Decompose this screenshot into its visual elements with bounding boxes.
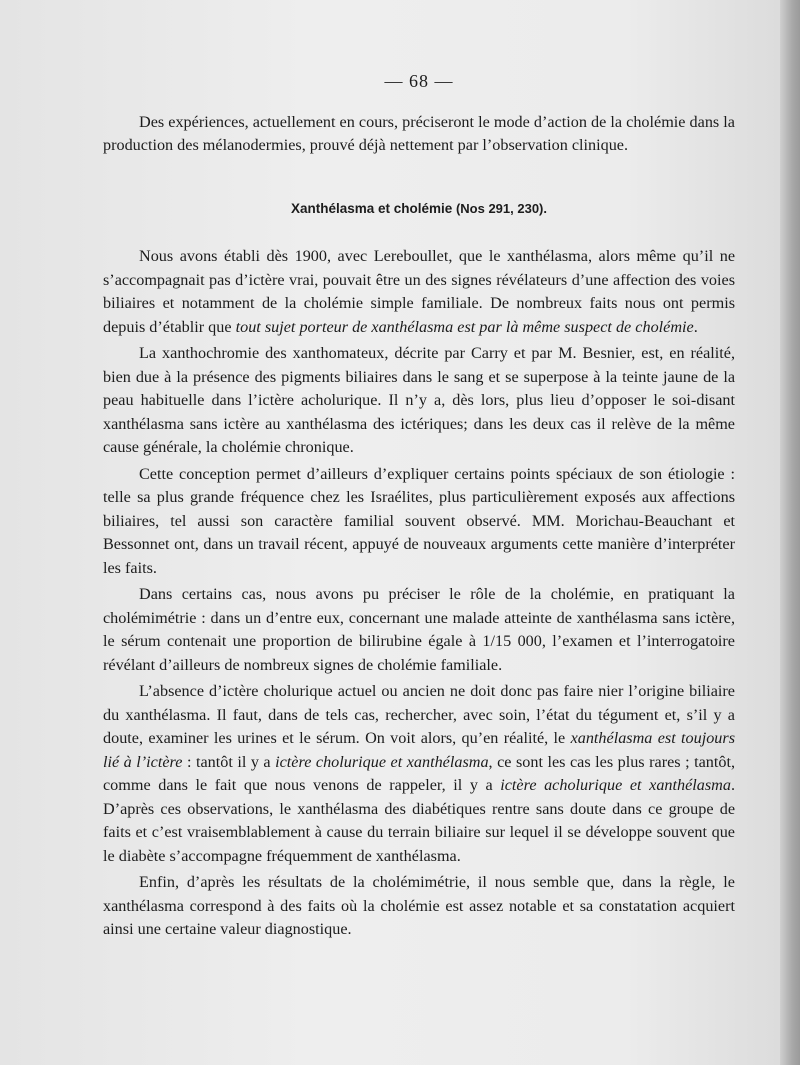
paragraph-text: Nous avons établi dès 1900, avec Lereboullet, que le xanthélasma, alors même qu’il ne s’accompagnait pas d’ictère vrai, pouvait être un des signes révélateurs d’une affection des voies biliaires et notamment de la cholémie simple familiale. De nombreux faits nous ont permis depuis d’établir que [103,247,735,336]
body-paragraph [103,463,735,581]
section-title: Xanthélasma et cholémie [291,200,453,216]
italic-text: xanthélasma est toujours lié à l’ictère [103,729,735,771]
paragraph-text: La xanthochromie des xanthomateux, décrite par Carry et par M. Besnier, est, en réalité, bien due à la présence des pigments biliaires dans le sang et se superpose à la teinte jaune de la peau habituelle dans l’ictère acholurique. Il n’y a, dès lors, plus lieu d’opposer le soi-disant xanthélasma sans ictère au xanthélasma des ictériques; dans les deux cas il relève de la même cause générale, la cholémie chronique. [103,344,735,456]
paragraph-text: : tantôt il y a [182,752,276,771]
paragraph-text: . [693,317,698,336]
page-text-block [103,70,735,942]
body-paragraph [103,342,735,460]
italic-text: ictère acholurique et xanthélasma [500,776,731,794]
paragraph-text: Dans certains cas, nous avons pu préciser le rôle de la cholémie, en pratiquant la cholémimétrie : dans un d’entre eux, concernant une malade atteinte de xanthélasma sans ictère, le sérum contenait une proportion de bilirubine égale à 1/15 000, l’examen et l’interrogatoire révélant d’ailleurs de nombreux signes de cholémie familiale. [103,585,735,674]
intro-paragraph: Des expériences, actuellement en cours, préciseront le mode d’action de la cholémie dans la production des mélanodermies, prouvé déjà nettement par l’observation clinique. [103,112,735,154]
paragraph-text: , ce sont les cas les plus rares ; tantôt, comme dans le fait que nous venons de rappeler, il y a [103,752,735,794]
paragraph-text: L’absence d’ictère cholurique actuel ou ancien ne doit donc pas faire nier l’origine biliaire du xanthélasma. Il faut, dans de tels cas, rechercher, avec soin, l’état du tégument et, s’il y a doute, examiner les urines et le sérum. On voit alors, qu’en réalité, le [103,682,735,747]
page-edge [780,0,800,1065]
body-paragraphs [103,245,735,942]
italic-text: ictère cholurique et xanthélasma [275,752,489,771]
paragraph-text: Cette conception permet d’ailleurs d’expliquer certains points spéciaux de son étiologie : telle sa plus grande fréquence chez les Israélites, plus particulièrement exposés aux affections biliaires, tel aussi son caractère familial souvent observé. MM. Morichau-Beauchant et Bessonnet ont, dans un travail récent, appuyé de nouveaux arguments cette manière d’interpréter les faits. [103,464,735,577]
section-heading [103,197,735,222]
section-refs: (Nos 291, 230). [455,200,547,216]
body-paragraph [103,583,735,677]
italic-text: tout sujet porteur de xanthélasma est par là même suspect de cholémie [235,317,694,336]
paragraph-text: Enfin, d’après les résultats de la cholémimétrie, il nous semble que, dans la règle, le xanthélasma correspond à des faits où la cholémie est assez notable et sa constatation acquiert ainsi une certaine valeur diagnostique. [103,873,735,938]
body-paragraph [103,871,735,942]
body-paragraph [103,680,735,868]
page-number: — 68 — [384,71,454,91]
paragraph-text: . D’après ces observations, le xanthélasma des diabétiques rentre sans doute dans ce groupe de faits et c’est vraisemblablement à cause du terrain biliaire sur lequel il se développe souvent que le diabète s’accompagne fréquemment de xanthélasma. [103,776,735,865]
body-paragraph [103,245,735,339]
